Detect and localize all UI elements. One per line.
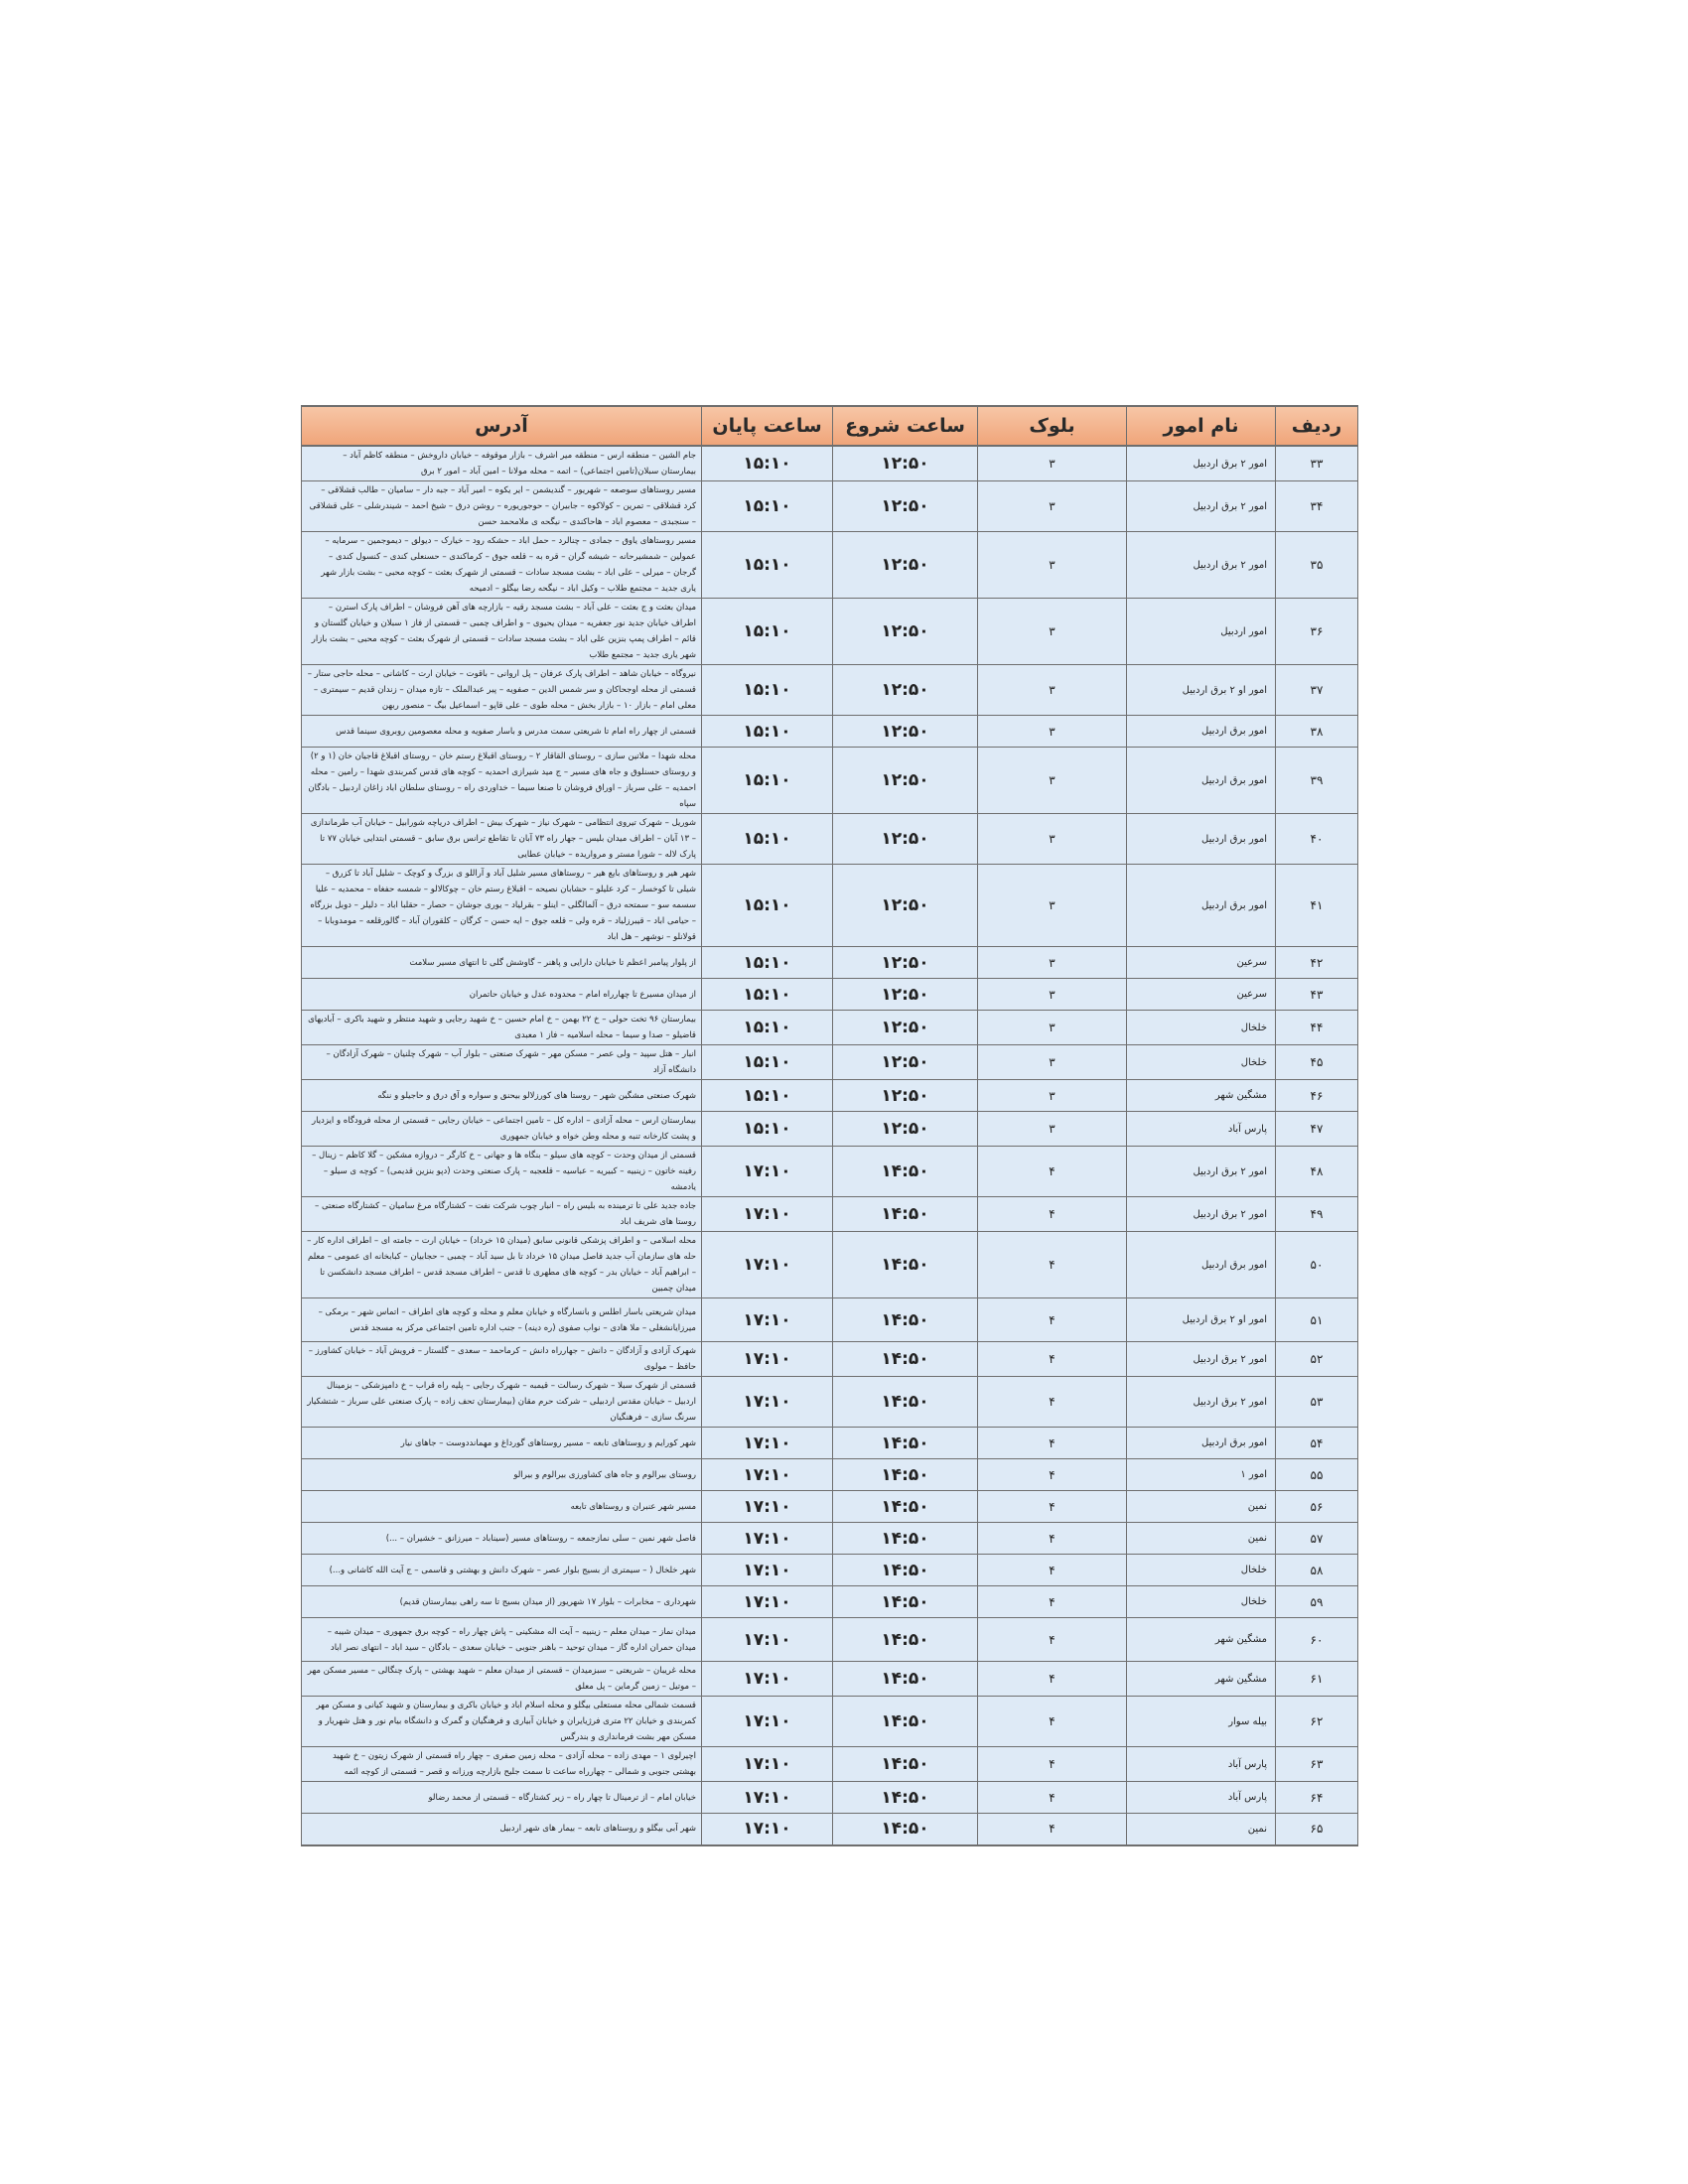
start-time: ۱۴:۵۰ <box>833 1377 978 1428</box>
row-number: ۵۴ <box>1276 1428 1358 1459</box>
block-number: ۳ <box>978 532 1127 599</box>
row-number: ۴۸ <box>1276 1147 1358 1197</box>
start-time: ۱۲:۵۰ <box>833 532 978 599</box>
start-time: ۱۴:۵۰ <box>833 1662 978 1697</box>
table-row <box>302 1232 1358 1298</box>
end-time: ۱۷:۱۰ <box>702 1814 833 1845</box>
address-text: روستای بیرالوم و جاه های کشاورزی بیرالوم و بیرالو <box>302 1459 702 1491</box>
block-number: ۳ <box>978 1045 1127 1080</box>
district-name: خلخال <box>1127 1586 1276 1618</box>
address-text: جام الشین – منطقه ارس – منطقه میر اشرف – بازار موقوفه – خیابان داروخش – منطقه کاظم آباد – بیمارستان سبلان(تامین اجتماعی) – اتمه – محله مولانا – امین آباد – امور ۲ برق <box>302 446 702 481</box>
block-number: ۴ <box>978 1147 1127 1197</box>
table-row <box>302 1662 1358 1697</box>
district-name: امور او ۲ برق اردبیل <box>1127 1298 1276 1342</box>
table-row <box>302 1011 1358 1045</box>
table-row <box>302 1298 1358 1342</box>
district-name: امور ۲ برق اردبیل <box>1127 1377 1276 1428</box>
district-name: سرعین <box>1127 979 1276 1011</box>
address-text: شهر خلخال ( – سیمتری از بسیج بلوار عصر – شهرک دانش و بهشتی و قاسمی – ج آیت الله کاشانی و...) <box>302 1555 702 1586</box>
start-time: ۱۴:۵۰ <box>833 1197 978 1232</box>
end-time: ۱۷:۱۰ <box>702 1428 833 1459</box>
end-time: ۱۵:۱۰ <box>702 716 833 748</box>
district-name: امور برق اردبیل <box>1127 1232 1276 1298</box>
block-number: ۳ <box>978 1011 1127 1045</box>
start-time: ۱۴:۵۰ <box>833 1147 978 1197</box>
end-time: ۱۷:۱۰ <box>702 1459 833 1491</box>
end-time: ۱۷:۱۰ <box>702 1555 833 1586</box>
row-number: ۳۵ <box>1276 532 1358 599</box>
block-number: ۳ <box>978 1080 1127 1112</box>
end-time: ۱۵:۱۰ <box>702 446 833 481</box>
block-number: ۴ <box>978 1342 1127 1377</box>
end-time: ۱۷:۱۰ <box>702 1147 833 1197</box>
table-row <box>302 1045 1358 1080</box>
district-name: پارس آباد <box>1127 1747 1276 1782</box>
address-text: میدان بعثت و ج بعثت – علی آباد – بشت مسجد رقیه – بازارچه های آهن فروشان – اطراف پارک استرن – اطراف خیابان جدید نور جعفریه – میدان یحیوی – و اطراف چمبی – قسمتی از فاز ۱ سبلان و خیابان گلستان و قائم – اطراف پمپ بنزین علی اباد – بشت مسجد سادات – قسمتی از شهرک بعثت – کوچه محبی – بشت بازار شهر یاری جدید – مجتمع طلاب <box>302 599 702 665</box>
table-row <box>302 814 1358 865</box>
header-block: بلوک <box>978 406 1127 446</box>
start-time: ۱۲:۵۰ <box>833 1045 978 1080</box>
table-row <box>302 1697 1358 1747</box>
table-row <box>302 947 1358 979</box>
end-time: ۱۷:۱۰ <box>702 1618 833 1662</box>
table-row <box>302 716 1358 748</box>
table-row <box>302 1523 1358 1555</box>
district-name: امور ۲ برق اردبیل <box>1127 1342 1276 1377</box>
row-number: ۵۷ <box>1276 1523 1358 1555</box>
table-row <box>302 1586 1358 1618</box>
district-name: امور ۲ برق اردبیل <box>1127 481 1276 532</box>
block-number: ۴ <box>978 1298 1127 1342</box>
address-text: شهرک صنعتی مشگین شهر – روستا های کورزلالو بیحنق و سواره و آق درق و حاجیلو و ننگه <box>302 1080 702 1112</box>
start-time: ۱۴:۵۰ <box>833 1491 978 1523</box>
row-number: ۴۵ <box>1276 1045 1358 1080</box>
district-name: خلخال <box>1127 1045 1276 1080</box>
row-number: ۳۶ <box>1276 599 1358 665</box>
district-name: امور برق اردبیل <box>1127 748 1276 814</box>
address-text: از میدان مسیرع تا چهارراه امام – محدوده عدل و خیابان حاتمران <box>302 979 702 1011</box>
block-number: ۴ <box>978 1377 1127 1428</box>
header-row <box>302 406 1358 446</box>
table-row <box>302 1428 1358 1459</box>
start-time: ۱۲:۵۰ <box>833 1112 978 1147</box>
table-row <box>302 599 1358 665</box>
district-name: امور ۲ برق اردبیل <box>1127 446 1276 481</box>
address-text: قسمت شمالی محله مستعلی بیگلو و محله اسلام اباد و خیابان باکری و بیمارستان و شهید کیانی و مسکن مهر کمربندی و خیابان ۲۲ متری فرژیایران و خیابان آبیاری و فرهنگیان و گمرک و دانشگاه بیام نور و هتل شهریار و مسکن مهر بشت فرمانداری و بندرگس <box>302 1697 702 1747</box>
row-number: ۶۰ <box>1276 1618 1358 1662</box>
end-time: ۱۷:۱۰ <box>702 1232 833 1298</box>
district-name: امور ۲ برق اردبیل <box>1127 1197 1276 1232</box>
address-text: شهرک آزادی و آزادگان – دانش – جهارراه دانش – کرماحمد – سعدی – گلستار – فرویش آباد – خیابان کشاورز – حافظ – مولوی <box>302 1342 702 1377</box>
table-row <box>302 1747 1358 1782</box>
district-name: امور او ۲ برق اردبیل <box>1127 665 1276 716</box>
block-number: ۴ <box>978 1555 1127 1586</box>
address-text: میدان نماز – میدان معلم – زینبیه – آیت اله مشکینی – پاش چهار راه – کوچه برق جمهوری – میدان شیبه – میدان حمران اداره گاز – میدان توحید – باهنر جنوبی – خیابان سعدی – بادگان – سید اباد – انتهای نصر اباد <box>302 1618 702 1662</box>
row-number: ۴۱ <box>1276 865 1358 947</box>
table-row <box>302 1112 1358 1147</box>
end-time: ۱۵:۱۰ <box>702 1011 833 1045</box>
row-number: ۵۳ <box>1276 1377 1358 1428</box>
row-number: ۵۵ <box>1276 1459 1358 1491</box>
end-time: ۱۵:۱۰ <box>702 665 833 716</box>
address-text: بیمارستان ۹۶ تخت حولی – خ ۲۲ بهمن – خ امام حسین – خ شهید رجایی و شهید منتظر و شهید باکری – آبادیهای قاضیلو – صدا و سیما – محله اسلامیه – فاز ۱ معبدی <box>302 1011 702 1045</box>
table-row <box>302 865 1358 947</box>
address-text: مسیر شهر عنبران و روستاهای تابعه <box>302 1491 702 1523</box>
row-number: ۴۷ <box>1276 1112 1358 1147</box>
row-number: ۴۳ <box>1276 979 1358 1011</box>
address-text: شهر کورایم و روستاهای تابعه – مسیر روستاهای گورداغ و مهمانددوست – جاهای نیار <box>302 1428 702 1459</box>
address-text: بیمارستان ارس – محله آزادی – اداره کل – تامین اجتماعی – خیابان رجایی – قسمتی از محله فرودگاه و ایزدیار و پشت کارخانه تنبه و محله وطن خواه و خیابان جمهوری <box>302 1112 702 1147</box>
row-number: ۴۲ <box>1276 947 1358 979</box>
start-time: ۱۲:۵۰ <box>833 665 978 716</box>
end-time: ۱۵:۱۰ <box>702 532 833 599</box>
start-time: ۱۴:۵۰ <box>833 1342 978 1377</box>
block-number: ۳ <box>978 665 1127 716</box>
start-time: ۱۲:۵۰ <box>833 481 978 532</box>
header-start-time: ساعت شروع <box>833 406 978 446</box>
block-number: ۳ <box>978 716 1127 748</box>
block-number: ۴ <box>978 1491 1127 1523</box>
block-number: ۴ <box>978 1662 1127 1697</box>
row-number: ۳۷ <box>1276 665 1358 716</box>
start-time: ۱۴:۵۰ <box>833 1555 978 1586</box>
table-row <box>302 1377 1358 1428</box>
table-row <box>302 1147 1358 1197</box>
start-time: ۱۲:۵۰ <box>833 1011 978 1045</box>
header-address: آدرس <box>302 406 702 446</box>
block-number: ۳ <box>978 814 1127 865</box>
table-row <box>302 1080 1358 1112</box>
start-time: ۱۴:۵۰ <box>833 1298 978 1342</box>
end-time: ۱۵:۱۰ <box>702 865 833 947</box>
end-time: ۱۷:۱۰ <box>702 1197 833 1232</box>
address-text: قسمتی از میدان وحدت – کوچه های سیلو – بنگاه ها و جهانی – خ کارگر – دروازه مشکین – گلا کاظم – زینال – رفینه خاتون – زینبیه – کبیریه – عباسیه – قلعجبه – پارک صنعتی وحدت (دپو بنزین قدیمی) – کوچه ی سیلو – یادمشه <box>302 1147 702 1197</box>
address-text: خیابان امام – از ترمینال تا چهار راه – زیر کشتارگاه – قسمتی از محمد رضالو <box>302 1782 702 1814</box>
end-time: ۱۷:۱۰ <box>702 1747 833 1782</box>
start-time: ۱۲:۵۰ <box>833 1080 978 1112</box>
table-body <box>302 446 1358 1845</box>
row-number: ۴۶ <box>1276 1080 1358 1112</box>
block-number: ۳ <box>978 446 1127 481</box>
district-name: پارس آباد <box>1127 1782 1276 1814</box>
end-time: ۱۷:۱۰ <box>702 1377 833 1428</box>
district-name: امور ۲ برق اردبیل <box>1127 1147 1276 1197</box>
end-time: ۱۷:۱۰ <box>702 1491 833 1523</box>
start-time: ۱۲:۵۰ <box>833 748 978 814</box>
address-text: نیروگاه – خیابان شاهد – اطراف پارک عرفان – پل اروانی – باقوت – خیابان ارت – کاشانی – محله حاجی ستار – قسمتی از محله اوجحاکان و سر شمس الدین – صفویه – پیر عبدالملک – تازه میدان – زندان قدیم – سیمتری – معلی امام – بازار ۱۰ – بازار بخش – محله طوی – علی قاپو – اسماعیل بیگ – منصور ربهن <box>302 665 702 716</box>
row-number: ۳۳ <box>1276 446 1358 481</box>
address-text: قسمتی از چهار راه امام تا شریعتی سمت مدرس و باسار صفویه و محله معصومین روبروی سینما قدس <box>302 716 702 748</box>
district-name: امور برق اردبیل <box>1127 814 1276 865</box>
end-time: ۱۵:۱۰ <box>702 1112 833 1147</box>
row-number: ۶۳ <box>1276 1747 1358 1782</box>
start-time: ۱۲:۵۰ <box>833 599 978 665</box>
block-number: ۳ <box>978 599 1127 665</box>
row-number: ۶۲ <box>1276 1697 1358 1747</box>
start-time: ۱۴:۵۰ <box>833 1428 978 1459</box>
table-row <box>302 1555 1358 1586</box>
block-number: ۴ <box>978 1782 1127 1814</box>
start-time: ۱۴:۵۰ <box>833 1459 978 1491</box>
table-row <box>302 1459 1358 1491</box>
address-text: مسیر روستاهای سوصعه – شهریور – گندیشمن – ایر یکوه – امیر آباد – جبه دار – سامیان – طالب قشلاقی – کرد قشلاقی – تمرین – کولاکوه – جابیران – حوجوریوره – روشن درق – شیخ احمد – شیندرشلی – علی قشلاقی – سنجبدی – معصوم اباد – هاحاکندی – نیگحه ی ملامحمد حسن <box>302 481 702 532</box>
district-name: امور برق اردبیل <box>1127 865 1276 947</box>
district-name: سرعین <box>1127 947 1276 979</box>
header-district-name: نام امور <box>1127 406 1276 446</box>
end-time: ۱۷:۱۰ <box>702 1697 833 1747</box>
start-time: ۱۲:۵۰ <box>833 814 978 865</box>
row-number: ۵۹ <box>1276 1586 1358 1618</box>
table-row <box>302 1197 1358 1232</box>
block-number: ۴ <box>978 1586 1127 1618</box>
row-number: ۵۱ <box>1276 1298 1358 1342</box>
address-text: شهرداری – مخابرات – بلوار ۱۷ شهریور (از میدان بسیج تا سه راهی بیمارستان قدیم) <box>302 1586 702 1618</box>
table-row <box>302 1814 1358 1845</box>
end-time: ۱۵:۱۰ <box>702 947 833 979</box>
end-time: ۱۵:۱۰ <box>702 979 833 1011</box>
block-number: ۳ <box>978 979 1127 1011</box>
table-row <box>302 532 1358 599</box>
row-number: ۵۶ <box>1276 1491 1358 1523</box>
block-number: ۴ <box>978 1232 1127 1298</box>
block-number: ۳ <box>978 947 1127 979</box>
start-time: ۱۴:۵۰ <box>833 1232 978 1298</box>
block-number: ۳ <box>978 481 1127 532</box>
address-text: قسمتی از شهرک سبلا – شهرک رسالت – قیمبه – شهرک رجایی – پلیه راه قراب – خ دامپزشکی – بزمینال اردبیل – خیابان مقدس اردبیلی – شرکت حرم مقان (بیمارستان تحف زاده – پارک صنعتی علی سرباز – شتشکیار سرنگ سازی – فرهنگیان <box>302 1377 702 1428</box>
row-number: ۵۲ <box>1276 1342 1358 1377</box>
end-time: ۱۷:۱۰ <box>702 1586 833 1618</box>
start-time: ۱۴:۵۰ <box>833 1747 978 1782</box>
row-number: ۴۹ <box>1276 1197 1358 1232</box>
end-time: ۱۷:۱۰ <box>702 1662 833 1697</box>
start-time: ۱۴:۵۰ <box>833 1782 978 1814</box>
address-text: اچیرلوی ۱ – مهدی زاده – محله آزادی – محله زمین صفری – چهار راه قسمتی از شهرک زیتون – خ شهید بهشتی جنوبی و شمالی – چهارراه ساعت تا سمت جلیح بازارچه ورزانه و قصر – قسمتی از کوچه ائمه <box>302 1747 702 1782</box>
row-number: ۶۵ <box>1276 1814 1358 1845</box>
block-number: ۳ <box>978 748 1127 814</box>
row-number: ۳۸ <box>1276 716 1358 748</box>
address-text: محله شهدا – ملاتین سازی – روستای القاقار ۲ – روستای اقبلاغ رستم خان – روستای اقبلاغ قاجیان خان (۱ و ۲) و روستای حسنلوق و جاه های مسیر – ج مید شیرازی احمدیه – کوچه های قدس کمربندی شهدا – رامین – محله احمدیه – علی سرباز – اوراق فروشان تا صنعا سیما – خداوردی راه – روستای سلطان اباد زاغان اردبیل – بادگان سپاه <box>302 748 702 814</box>
district-name: نمین <box>1127 1814 1276 1845</box>
end-time: ۱۵:۱۰ <box>702 481 833 532</box>
end-time: ۱۷:۱۰ <box>702 1523 833 1555</box>
district-name: امور برق اردبیل <box>1127 716 1276 748</box>
district-name: مشگین شهر <box>1127 1618 1276 1662</box>
block-number: ۴ <box>978 1197 1127 1232</box>
address-text: محله اسلامی – و اطراف پزشکی قانونی سابق (میدان ۱۵ خرداد) – خیابان ارت – جامته ای – اطراف اداره کار – حله های سازمان آب جدید فاصل میدان ۱۵ خرداد تا بل سید آباد – چمبی – حجابیان – کبابخانه ای عمومی – معلم – ابراهیم آباد – خیابان بدر – کوچه های مطهری تا قدس – اطراف مسجد قدس – اطراف مسجد دانشکسن تا میدان چمبین <box>302 1232 702 1298</box>
district-name: امور ۱ <box>1127 1459 1276 1491</box>
block-number: ۴ <box>978 1428 1127 1459</box>
table-row <box>302 1618 1358 1662</box>
end-time: ۱۵:۱۰ <box>702 748 833 814</box>
row-number: ۳۴ <box>1276 481 1358 532</box>
table-header <box>302 406 1358 446</box>
address-text: شوریل – شهرک تیروی انتظامی – شهرک نیاز – شهرک بیش – اطراف دریاچه شورابیل – خیابان آب طرماندازی – ۱۳ آبان – اطراف میدان بلیس – جهار راه ۷۳ آبان تا تقاطع ترانس برق سابق – قسمتی ابتدایی خیابان ۷۷ تا پارک لاله – شورا مستر و مرواریده – خیابان عطایی <box>302 814 702 865</box>
address-text: محله غریبان – شریعتی – سبزمیدان – قسمتی از میدان معلم – شهید بهشتی – پارک چنگالی – مسیر مسکن مهر – موتیل – زمین گرماین – پل معلق <box>302 1662 702 1697</box>
start-time: ۱۲:۵۰ <box>833 716 978 748</box>
start-time: ۱۴:۵۰ <box>833 1618 978 1662</box>
start-time: ۱۴:۵۰ <box>833 1523 978 1555</box>
district-name: امور اردبیل <box>1127 599 1276 665</box>
end-time: ۱۵:۱۰ <box>702 599 833 665</box>
address-text: مسیر روستاهای یاوق – جمادی – چنالرد – حمل اباد – حشکه رود – خیارک – دیولق – دیموجمین – سرمایه – عمولین – شمشیرحانه – شیشه گران – قره به – قلعه جوق – کرماکندی – حسنعلی کندی – کنسول کندی – گرجان – میرلی – علی اباد – بشت مسجد سادات – قسمتی از شهرک بعثت – کوچه محبی – بشت بازار شهر یاری جدید – مجتمع طلاب – وکیل اباد – نیگحه رضا بیگلو – ادمیحه <box>302 532 702 599</box>
row-number: ۳۹ <box>1276 748 1358 814</box>
end-time: ۱۵:۱۰ <box>702 1045 833 1080</box>
start-time: ۱۲:۵۰ <box>833 979 978 1011</box>
table-row <box>302 979 1358 1011</box>
table-row <box>302 665 1358 716</box>
table-row <box>302 481 1358 532</box>
start-time: ۱۲:۵۰ <box>833 947 978 979</box>
end-time: ۱۷:۱۰ <box>702 1782 833 1814</box>
address-text: فاصل شهر نمین – سلی نمازجمعه – روستاهای مسیر (سیناباد – میرزانق – خشیران – ...) <box>302 1523 702 1555</box>
end-time: ۱۷:۱۰ <box>702 1342 833 1377</box>
start-time: ۱۴:۵۰ <box>833 1586 978 1618</box>
address-text: شهر هیر و روستاهای بایع هیر – روستاهای مسیر شلیل آباد و آراللو ی بزرگ و کوچک – شلیل آباد تا کزرق – شیلی تا کوخسار – کرد علیلو – حشابان نصیحه – اقبلاغ رستم خان – چوکالالو – شمسه حفغاه – محمدیه – علیا سسمه سو – سمتحه درق – آلمالگلی – اینلو – بقرلیاد – یوری جوشان – حصار – حقلبا اباد – دلیلر – دوبل بزرگاه – حیامی اباد – قیبرزلیاد – قره ولی – قلعه جوق – ایه حسن – کرگان – کلقوران آباد – گالورقلعه – مومدوبابا – قولانلو – نوشهر – هل اباد <box>302 865 702 947</box>
block-number: ۳ <box>978 865 1127 947</box>
row-number: ۵۰ <box>1276 1232 1358 1298</box>
row-number: ۵۸ <box>1276 1555 1358 1586</box>
district-name: نمین <box>1127 1491 1276 1523</box>
start-time: ۱۴:۵۰ <box>833 1697 978 1747</box>
address-text: انبار – هتل سپید – ولی عصر – مسکن مهر – شهرک صنعتی – بلوار آب – شهرک چلنیان – شهرک آزادگان – دانشگاه آزاد <box>302 1045 702 1080</box>
outage-schedule-table <box>301 405 1358 1846</box>
district-name: مشگین شهر <box>1127 1080 1276 1112</box>
block-number: ۳ <box>978 1112 1127 1147</box>
row-number: ۶۴ <box>1276 1782 1358 1814</box>
block-number: ۴ <box>978 1747 1127 1782</box>
header-end-time: ساعت پایان <box>702 406 833 446</box>
row-number: ۴۴ <box>1276 1011 1358 1045</box>
district-name: امور ۲ برق اردبیل <box>1127 532 1276 599</box>
district-name: بیله سوار <box>1127 1697 1276 1747</box>
block-number: ۴ <box>978 1618 1127 1662</box>
district-name: خلخال <box>1127 1555 1276 1586</box>
table-row <box>302 1491 1358 1523</box>
district-name: خلخال <box>1127 1011 1276 1045</box>
row-number: ۶۱ <box>1276 1662 1358 1697</box>
end-time: ۱۵:۱۰ <box>702 1080 833 1112</box>
address-text: میدان شریعتی باسار اطلس و بانسارگاه و خیابان معلم و محله و کوچه های اطراف – اتماس شهر – برمکی – میرزایانشغلی – ملا هادی – نواب صفوی (ره دینه) – جنب اداره تامین اجتماعی مرکز به مسجد قدس <box>302 1298 702 1342</box>
district-name: امور برق اردبیل <box>1127 1428 1276 1459</box>
block-number: ۴ <box>978 1697 1127 1747</box>
table-row <box>302 1342 1358 1377</box>
end-time: ۱۵:۱۰ <box>702 814 833 865</box>
address-text: از پلوار پیامبر اعظم تا خیابان دارایی و پاهنر – گاوشش گلی تا انتهای مسیر سلامت <box>302 947 702 979</box>
header-row-number: ردیف <box>1276 406 1358 446</box>
table-row <box>302 748 1358 814</box>
block-number: ۴ <box>978 1814 1127 1845</box>
district-name: مشگین شهر <box>1127 1662 1276 1697</box>
start-time: ۱۲:۵۰ <box>833 865 978 947</box>
address-text: جاده جدید علی تا ترمینده به بلیس راه – انبار چوب شرکت نفت – کشتارگاه مرغ ساميان – کشتارگاه صنعتی – روستا های شریف اباد <box>302 1197 702 1232</box>
district-name: نمین <box>1127 1523 1276 1555</box>
block-number: ۴ <box>978 1523 1127 1555</box>
district-name: پارس آباد <box>1127 1112 1276 1147</box>
table-row <box>302 446 1358 481</box>
row-number: ۴۰ <box>1276 814 1358 865</box>
end-time: ۱۷:۱۰ <box>702 1298 833 1342</box>
start-time: ۱۴:۵۰ <box>833 1814 978 1845</box>
block-number: ۴ <box>978 1459 1127 1491</box>
table-row <box>302 1782 1358 1814</box>
start-time: ۱۲:۵۰ <box>833 446 978 481</box>
address-text: شهر آبی بیگلو و روستاهای تابعه – بیمار های شهر اردبیل <box>302 1814 702 1845</box>
